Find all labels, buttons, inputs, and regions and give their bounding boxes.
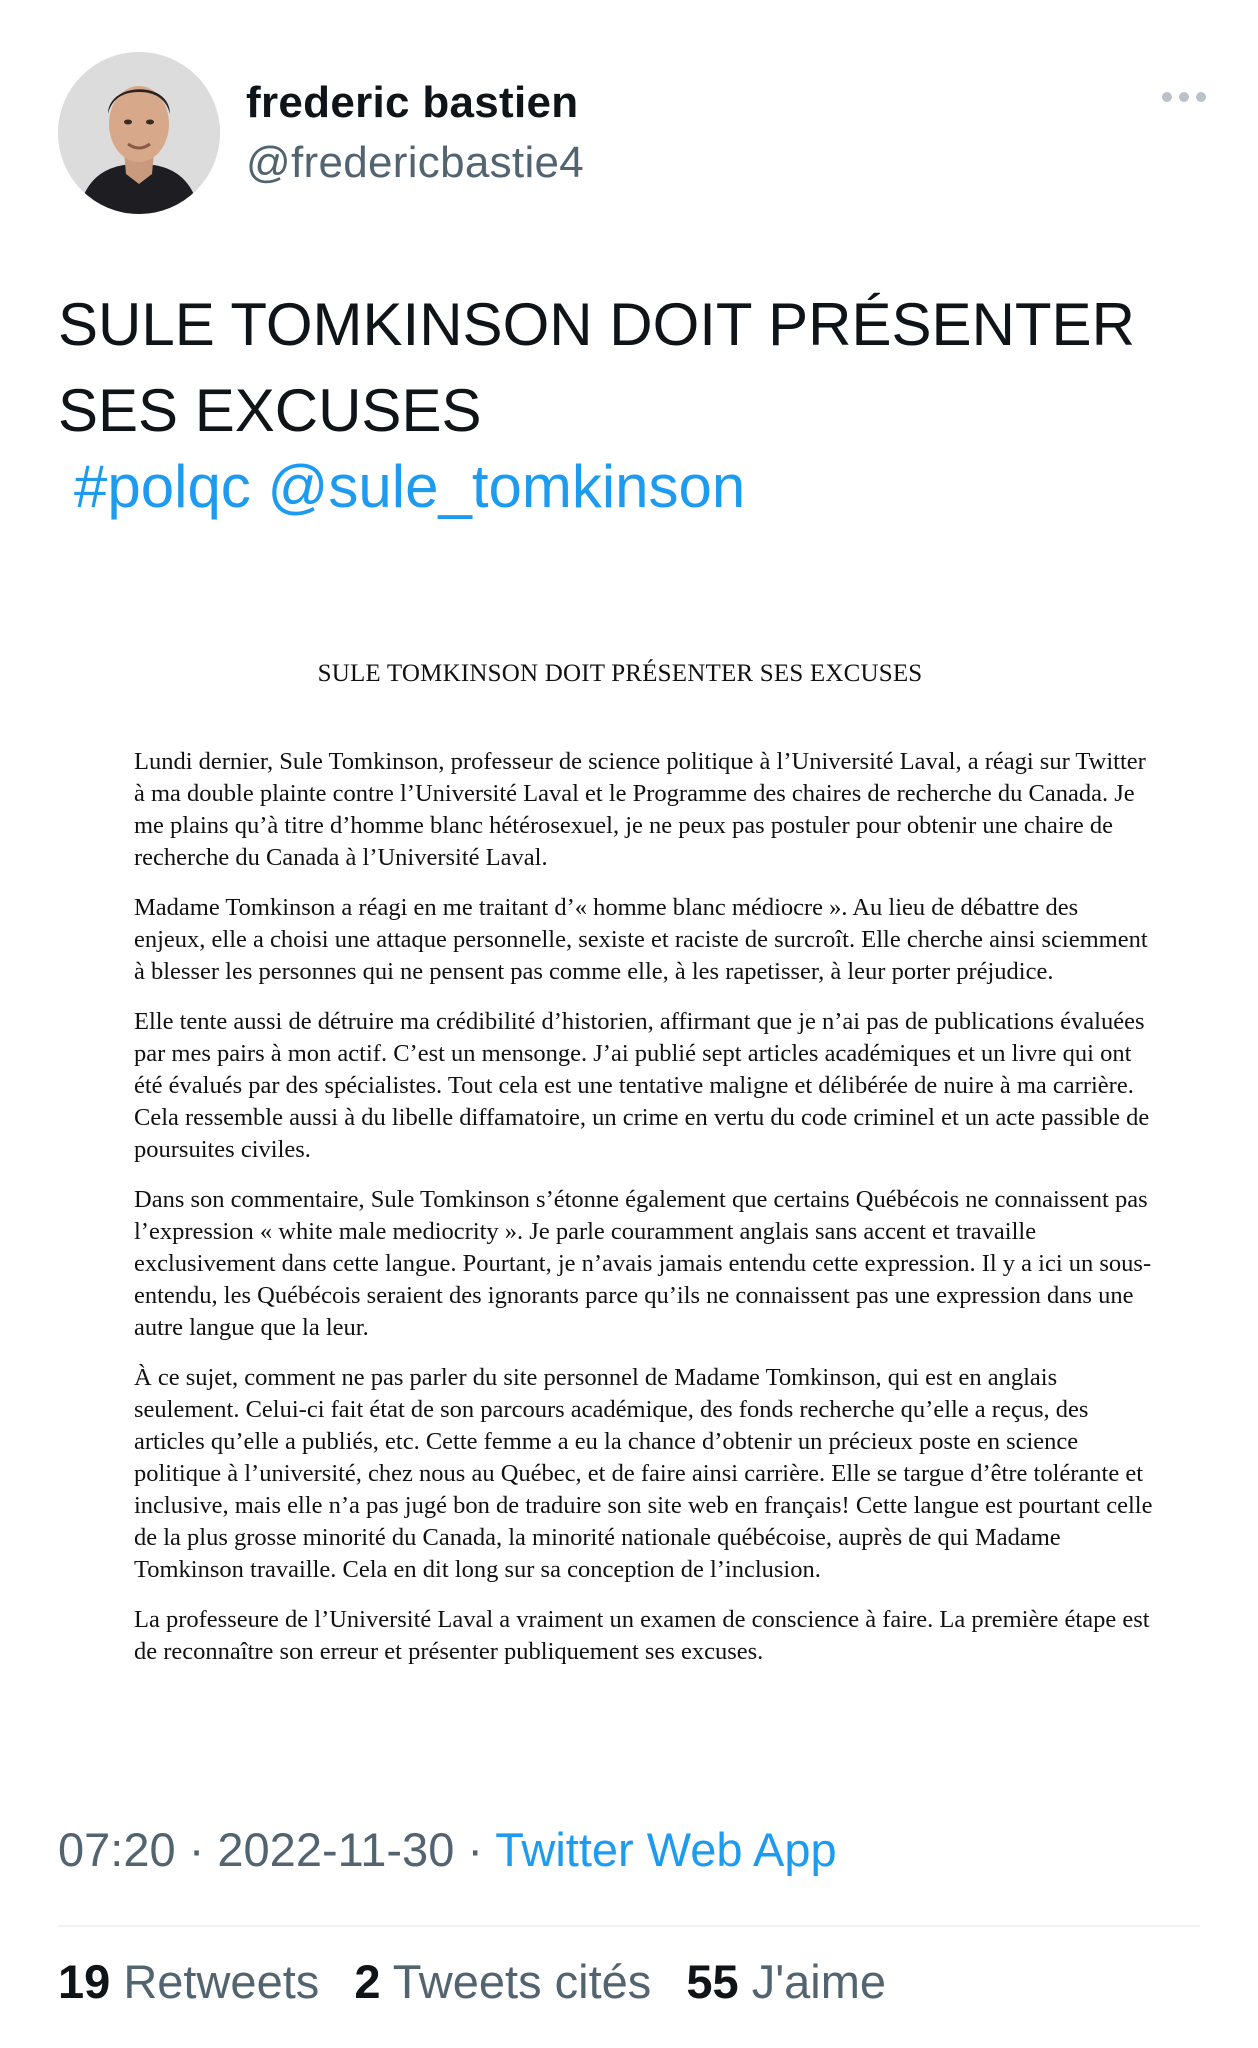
meta-separator: · xyxy=(188,1823,205,1876)
likes-label: J'aime xyxy=(751,1955,887,2008)
document-paragraph: À ce sujet, comment ne pas parler du site personnel de Madame Tomkinson, qui est en anglais seulement. Celui-ci fait état de son parcours académique, des fonds recherche qu’elle a reçus, des articles qu’elle a publiés, etc. Cette femme a eu la chance d’obtenir un précieux poste en science politique à l’université, chez nous au Québec, et de faire ainsi carrière. Elle se targue d’être tolérante et inclusive, mais elle n’a pas jugé bon de traduire son site web en français! Cette langue est pourtant celle de la plus grosse minorité du Canada, la minorité nationale québécoise, auprès de qui Madame Tomkinson travaille. Cela en dit long sur sa conception de l’inclusion. xyxy=(134,1364,1153,1583)
author-name[interactable]: frederic bastien xyxy=(246,78,579,127)
retweets-count: 19 xyxy=(58,1955,111,2008)
tweet-text xyxy=(58,282,1208,454)
avatar[interactable] xyxy=(58,52,220,214)
author-handle[interactable]: @fredericbastie4 xyxy=(246,138,585,187)
tweet-source-link[interactable]: Twitter Web App xyxy=(495,1823,837,1876)
quotes-label: Tweets cités xyxy=(392,1955,652,2008)
quote-tweets-stat[interactable] xyxy=(354,1955,664,2008)
more-dot xyxy=(1179,92,1189,102)
avatar-photo xyxy=(58,52,220,214)
tweet-text-line: SES EXCUSES xyxy=(58,377,482,444)
document-paragraph: Madame Tomkinson a réagi en me traitant d’« homme blanc médiocre ». Au lieu de débattre des enjeux, elle a choisi une attaque personnelle, sexiste et raciste de surcroît. Elle cherche ainsi sciemment à blesser les personnes qui ne pensent pas comme elle, à les rapetisser, à leur porter préjudice. xyxy=(134,894,1148,985)
tweet-stats xyxy=(58,1954,908,2009)
quotes-count: 2 xyxy=(354,1955,381,2008)
attached-document-image[interactable] xyxy=(100,660,1160,1686)
document-paragraph: Lundi dernier, Sule Tomkinson, professeur de science politique à l’Université Laval, a réagi sur Twitter à ma double plainte contre l’Université Laval et le Programme des chaires de recherche du Canada. Je me plains qu’à titre d’homme blanc hétérosexuel, je ne peux pas postuler pour obtenir une chaire de recherche du Canada à l’Université Laval. xyxy=(134,748,1146,871)
document-title: SULE TOMKINSON DOIT PRÉSENTER SES EXCUSES xyxy=(317,660,923,687)
retweets-label: Retweets xyxy=(123,1955,320,2008)
likes-stat[interactable] xyxy=(686,1955,886,2008)
meta-separator: · xyxy=(467,1823,484,1876)
retweets-stat[interactable] xyxy=(58,1955,332,2008)
more-dot xyxy=(1162,92,1172,102)
tweet-meta xyxy=(58,1822,837,1877)
tweet-date[interactable]: 2022-11-30 xyxy=(217,1823,455,1876)
tweet-tags xyxy=(74,452,745,521)
hashtag-link[interactable]: #polqc xyxy=(74,453,251,520)
document-paragraph: Elle tente aussi de détruire ma crédibilité d’historien, affirmant que je n’ai pas de publications évaluées par mes pairs à mon actif. C’est un mensonge. J’ai publié sept articles académiques et un livre qui ont été évalués par des spécialistes. Tout cela est une tentative maligne et délibérée de nuire à ma carrière. Cela ressemble aussi à du libelle diffamatoire, un crime en vertu du code criminel et un acte passible de poursuites civiles. xyxy=(134,1008,1150,1163)
likes-count: 55 xyxy=(686,1955,739,2008)
more-dot xyxy=(1196,92,1206,102)
document-paragraph: Dans son commentaire, Sule Tomkinson s’étonne également que certains Québécois ne connaissent pas l’expression « white male mediocrity ». Je parle couramment anglais sans accent et travaille exclusivement dans cette langue. Pourtant, je n’avais jamais entendu cette expression. Il y a ici un sous-entendu, les Québécois seraient des ignorants parce qu’ils ne connaissent pas une expression dans une autre langue que la leur. xyxy=(134,1186,1152,1341)
divider xyxy=(58,1925,1200,1927)
tweet-text-line: SULE TOMKINSON DOIT PRÉSENTER xyxy=(58,291,1135,358)
tweet-header xyxy=(58,52,1208,217)
document-paragraph: La professeure de l’Université Laval a vraiment un examen de conscience à faire. La première étape est de reconnaître son erreur et présenter publiquement ses excuses. xyxy=(134,1606,1150,1665)
mention-link[interactable]: @sule_tomkinson xyxy=(267,453,746,520)
more-options-icon[interactable] xyxy=(1162,86,1208,106)
tweet-time[interactable]: 07:20 xyxy=(58,1823,176,1876)
